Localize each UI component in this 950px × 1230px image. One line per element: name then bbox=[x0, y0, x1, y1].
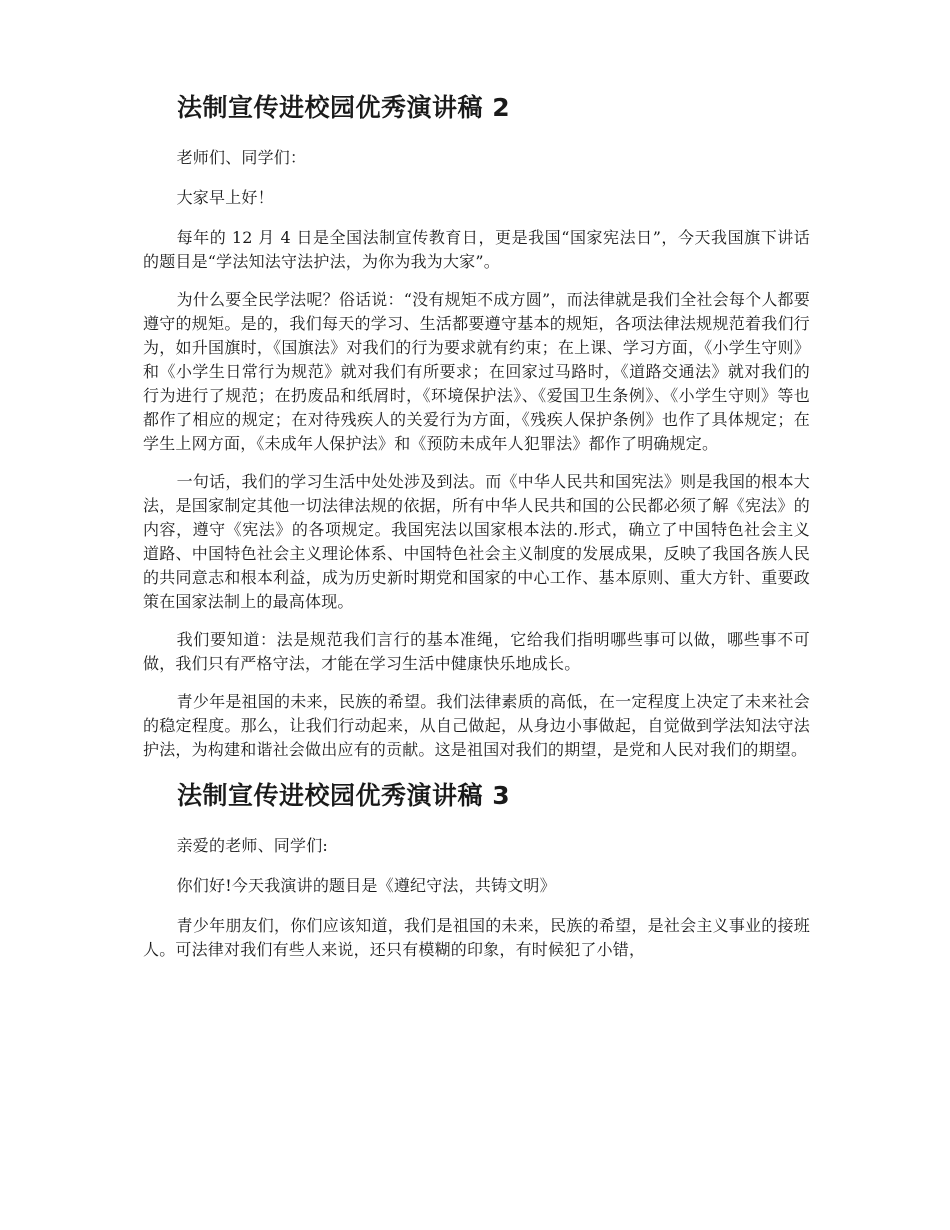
paragraph: 为什么要全民学法呢？俗话说：“没有规矩不成方圆”，而法律就是我们全社会每个人都要遵守的规矩。是的，我们每天的学习、生活都要遵守基本的规矩，各项法律法规规范着我们行为，如升国旗时，《国旗法》对我们的行为要求就有约束；在上课、学习方面，《小学生守则》和《小学生日常行为规范》就对我们有所要求；在回家过马路时，《道路交通法》就对我们的行为进行了规范；在扔废品和纸屑时，《环境保护法》、《爱国卫生条例》、《小学生守则》等也都作了相应的规定；在对待残疾人的关爱行为方面，《残疾人保护条例》也作了具体规定；在学生上网方面，《未成年人保护法》和《预防未成年人犯罪法》都作了明确规定。 bbox=[143, 290, 810, 453]
paragraph: 青少年朋友们，你们应该知道，我们是祖国的未来，民族的希望，是社会主义事业的接班人。可法律对我们有些人来说，还只有模糊的印象，有时候犯了小错， bbox=[143, 916, 810, 959]
paragraph: 我们要知道：法是规范我们言行的基本准绳，它给我们指明哪些事可以做，哪些事不可做，我们只有严格守法，才能在学习生活中健康快乐地成长。 bbox=[143, 630, 810, 673]
section-title: 法制宣传进校园优秀演讲稿 3 bbox=[177, 781, 511, 810]
paragraph: 青少年是祖国的未来，民族的希望。我们法律素质的高低，在一定程度上决定了未来社会的稳定程度。那么，让我们行动起来，从自己做起，从身边小事做起，自觉做到学法知法守法护法，为构建和谐社会做出应有的贡献。这是祖国对我们的期望，是党和人民对我们的期望。 bbox=[143, 692, 810, 759]
salutation: 老师们、同学们： bbox=[176, 148, 307, 167]
paragraph: 一句话，我们的学习生活中处处涉及到法。而《中华人民共和国宪法》则是我国的根本大法，是国家制定其他一切法律法规的依据，所有中华人民共和国的公民都必须了解《宪法》的内容，遵守《宪法》的各项规定。我国宪法以国家根本法的.形式，确立了中国特色社会主义道路、中国特色社会主义理论体系、中国特色社会主义制度的发展成果，反映了我国各族人民的共同意志和根本利益，成为历史新时期党和国家的中心工作、基本原则、重大方针、重要政策在国家法制上的最高体现。 bbox=[143, 472, 810, 611]
paragraph: 每年的 12 月 4 日是全国法制宣传教育日，更是我国“国家宪法日”，今天我国旗下讲话的题目是“学法知法守法护法，为你为我为大家”。 bbox=[143, 228, 810, 271]
document-body bbox=[143, 88, 810, 976]
salutation: 亲爱的老师、同学们: bbox=[176, 836, 328, 855]
section-title: 法制宣传进校园优秀演讲稿 2 bbox=[177, 93, 511, 122]
greeting: 你们好!今天我演讲的题目是《遵纪守法，共铸文明》 bbox=[176, 876, 556, 895]
greeting: 大家早上好！ bbox=[176, 188, 274, 207]
